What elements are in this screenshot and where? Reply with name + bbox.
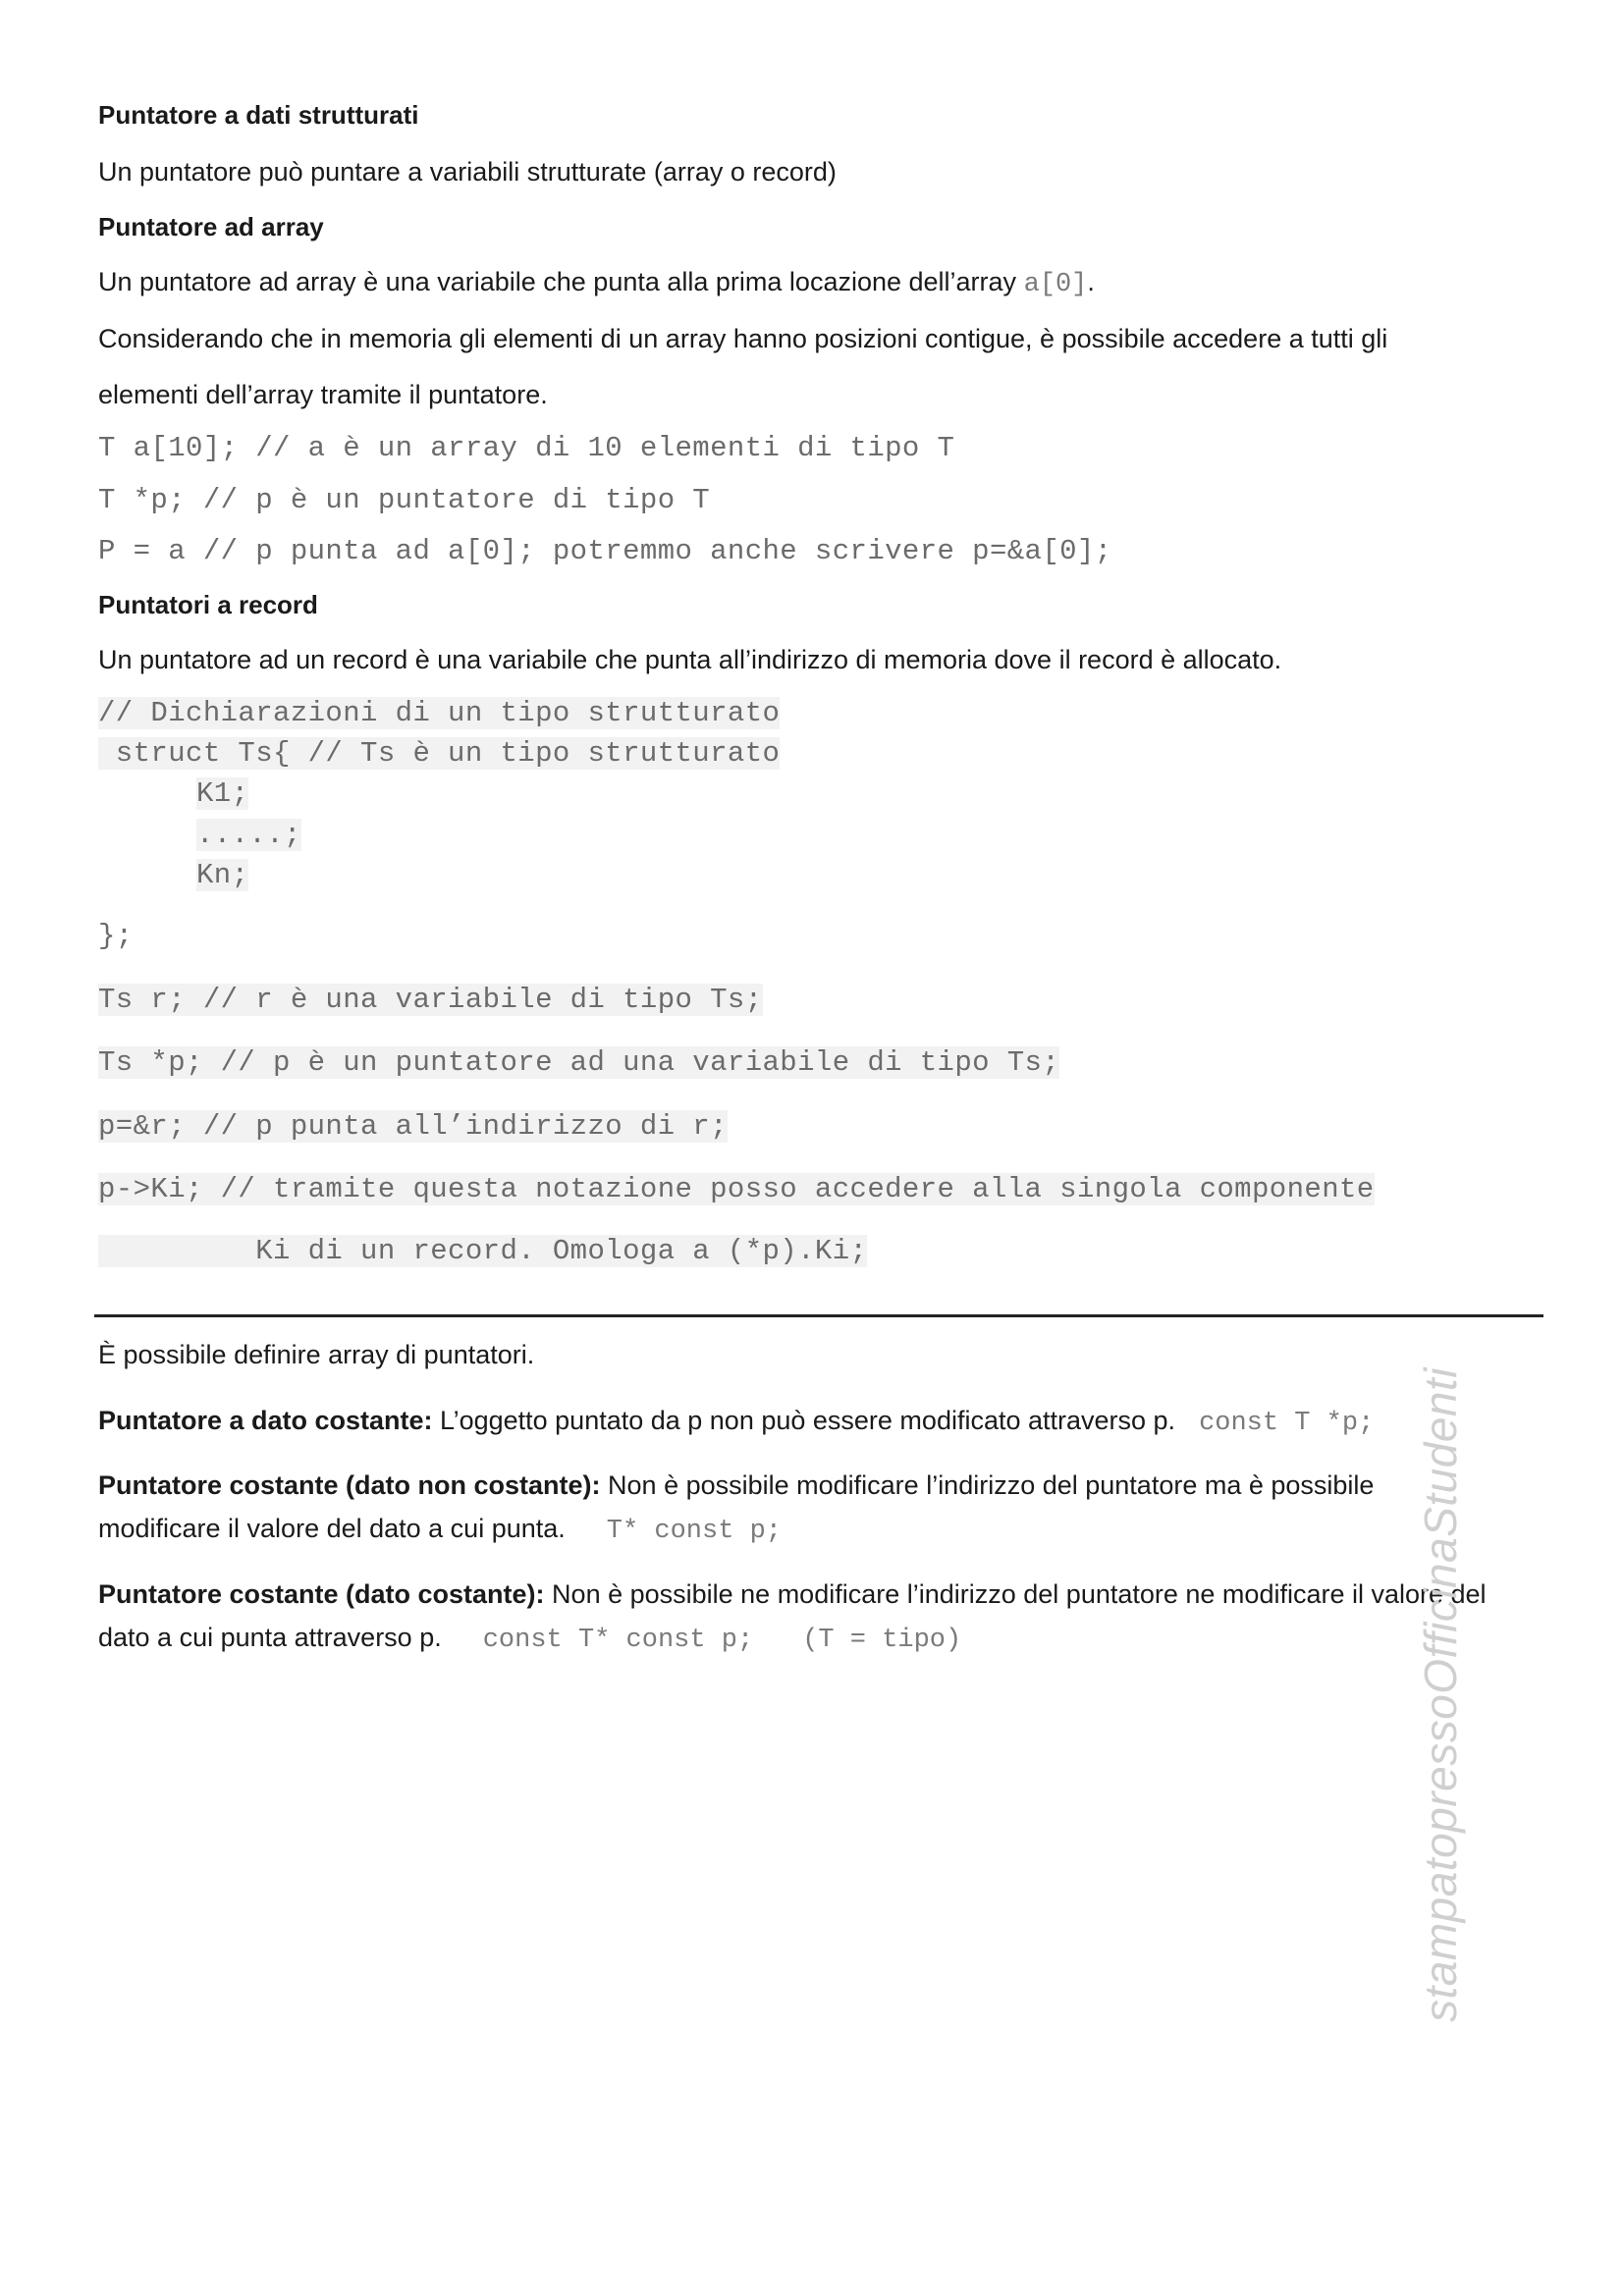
- record-code-line: struct Ts{ // Ts è un tipo strutturato: [98, 737, 781, 770]
- const-both-code: const T* const p;: [482, 1626, 754, 1655]
- record-code-line: };: [98, 920, 134, 952]
- record-code-line: p->Ki; // tramite questa notazione posso accedere alla singola componente: [98, 1173, 1375, 1205]
- heading-record: Puntatori a record: [98, 590, 318, 619]
- record-code-line: Ts r; // r è una variabile di tipo Ts;: [98, 984, 763, 1016]
- watermark-text: stampatopressoOfficinaStudenti: [1415, 1366, 1466, 2022]
- array-code-line: T a[10]; // a è un array di 10 elementi di tipo T: [98, 432, 955, 464]
- array-of-pointers-text: È possibile definire array di puntatori.: [98, 1340, 535, 1369]
- const-both-label: Puntatore costante (dato costante):: [98, 1579, 545, 1609]
- const-ptr-label: Puntatore costante (dato non costante):: [98, 1470, 601, 1500]
- const-both-line-1: Puntatore costante (dato costante): Non è possibile ne modificare l’indirizzo del puntatore ne modificare il valore del: [98, 1579, 1487, 1609]
- record-code-line: p=&r; // p punta all’indirizzo di r;: [98, 1110, 728, 1143]
- array-code-line: P = a // p punta ad a[0]; potremmo anche scrivere p=&a[0];: [98, 535, 1112, 567]
- type-note: (T = tipo): [802, 1626, 962, 1655]
- const-data-line: Puntatore a dato costante: L’oggetto puntato da p non può essere modificato attraverso p. const T *p;: [98, 1406, 1375, 1438]
- record-code-line: Kn;: [196, 859, 249, 891]
- array-text-2a: Considerando che in memoria gli elementi di un array hanno posizioni contigue, è possibile accedere a tutti gli: [98, 324, 1388, 353]
- heading-structured: Puntatore a dati strutturati: [98, 100, 419, 130]
- record-text: Un puntatore ad un record è una variabile che punta all’indirizzo di memoria dove il record è allocato.: [98, 645, 1282, 674]
- const-both-line-2: dato a cui punta attraverso p. const T* const p; (T = tipo): [98, 1623, 962, 1655]
- record-code-line: // Dichiarazioni di un tipo strutturato: [98, 697, 781, 729]
- record-code-line: Ts *p; // p è un puntatore ad una variabile di tipo Ts;: [98, 1046, 1060, 1079]
- heading-array: Puntatore ad array: [98, 212, 324, 241]
- const-data-code: const T *p;: [1199, 1409, 1375, 1438]
- const-data-label: Puntatore a dato costante:: [98, 1406, 433, 1435]
- array-text-2b: elementi dell’array tramite il puntatore.: [98, 380, 548, 409]
- const-ptr-code: T* const p;: [606, 1517, 783, 1546]
- array-code-line: T *p; // p è un puntatore di tipo T: [98, 484, 711, 516]
- horizontal-divider: [94, 1314, 1543, 1317]
- array-text-1: Un puntatore ad array è una variabile che punta alla prima locazione dell’array a[0].: [98, 267, 1095, 299]
- const-ptr-line-2: modificare il valore del dato a cui punta. T* const p;: [98, 1514, 783, 1546]
- record-code-line: Ki di un record. Omologa a (*p).Ki;: [98, 1235, 868, 1267]
- const-ptr-line-1: Puntatore costante (dato non costante): Non è possibile modificare l’indirizzo del puntatore ma è possibile: [98, 1470, 1375, 1500]
- intro-structured: Un puntatore può puntare a variabili strutturate (array o record): [98, 157, 837, 187]
- record-code-line: K1;: [196, 777, 249, 810]
- record-code-line: .....;: [196, 819, 301, 851]
- inline-code-a0: a[0]: [1023, 270, 1088, 299]
